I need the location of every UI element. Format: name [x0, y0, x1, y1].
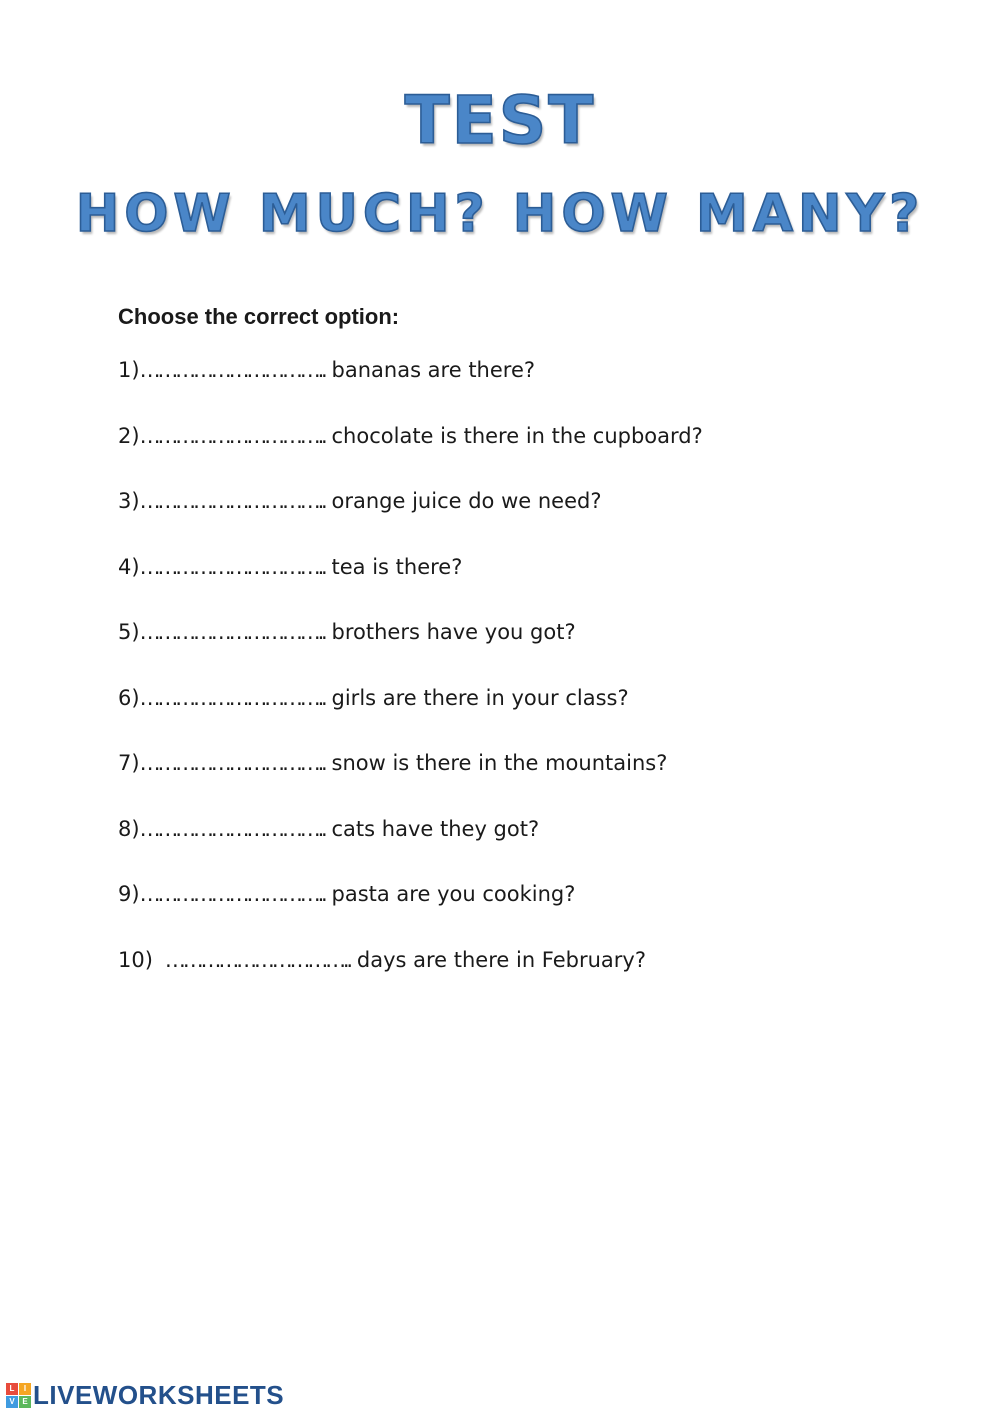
question-text: cats have they got?	[331, 816, 540, 841]
question-text: orange juice do we need?	[331, 489, 602, 513]
question-text: chocolate is there in the cupboard?	[331, 423, 703, 448]
question-8	[118, 817, 703, 883]
answer-blank-7[interactable]: …………………………..	[139, 751, 325, 775]
logo-tile: I	[19, 1383, 31, 1395]
answer-blank-6[interactable]: …………………………..	[139, 685, 325, 710]
question-1	[118, 358, 703, 424]
question-number: 2)	[118, 423, 140, 448]
question-2	[118, 424, 703, 490]
answer-blank-8[interactable]: …………………………..	[139, 816, 325, 841]
question-number: 6)	[118, 685, 140, 710]
question-10	[118, 948, 703, 1014]
question-5	[118, 620, 703, 686]
logo-tile: V	[6, 1396, 18, 1408]
question-number: 4)	[118, 554, 140, 579]
question-9	[118, 882, 703, 948]
worksheet-subtitle: HOW MUCH? HOW MANY?	[75, 184, 925, 244]
question-list	[118, 358, 703, 1013]
question-text: bananas are there?	[331, 358, 536, 382]
logo-tile: L	[6, 1383, 18, 1395]
brand-name: LIVEWORKSHEETS	[33, 1380, 285, 1410]
question-number: 7)	[118, 751, 140, 775]
answer-blank-4[interactable]: …………………………..	[139, 554, 325, 579]
answer-blank-2[interactable]: …………………………..	[139, 423, 325, 448]
question-text: girls are there in your class?	[331, 685, 629, 710]
question-6	[118, 686, 703, 752]
worksheet-title: TEST	[404, 82, 596, 159]
question-number: 5)	[118, 620, 140, 644]
question-number: 10)	[118, 947, 153, 972]
answer-blank-9[interactable]: …………………………..	[139, 882, 325, 906]
answer-blank-5[interactable]: …………………………..	[139, 620, 325, 644]
question-3	[118, 489, 703, 555]
question-text: pasta are you cooking?	[331, 882, 576, 906]
liveworksheets-logo-icon	[6, 1383, 31, 1408]
question-7	[118, 751, 703, 817]
question-number: 9)	[118, 882, 140, 906]
question-number: 1)	[118, 358, 140, 382]
answer-blank-10[interactable]: …………………………..	[164, 947, 350, 972]
question-number: 3)	[118, 489, 140, 513]
question-text: snow is there in the mountains?	[331, 751, 668, 775]
question-4	[118, 555, 703, 621]
question-text: days are there in February?	[356, 947, 647, 972]
instructions: Choose the correct option:	[118, 304, 400, 329]
answer-blank-1[interactable]: …………………………..	[139, 358, 325, 382]
logo-tile: E	[19, 1396, 31, 1408]
question-text: brothers have you got?	[331, 620, 576, 644]
liveworksheets-brand	[6, 1380, 284, 1411]
question-number: 8)	[118, 816, 140, 841]
answer-blank-3[interactable]: …………………………..	[139, 489, 325, 513]
question-text: tea is there?	[331, 554, 463, 579]
